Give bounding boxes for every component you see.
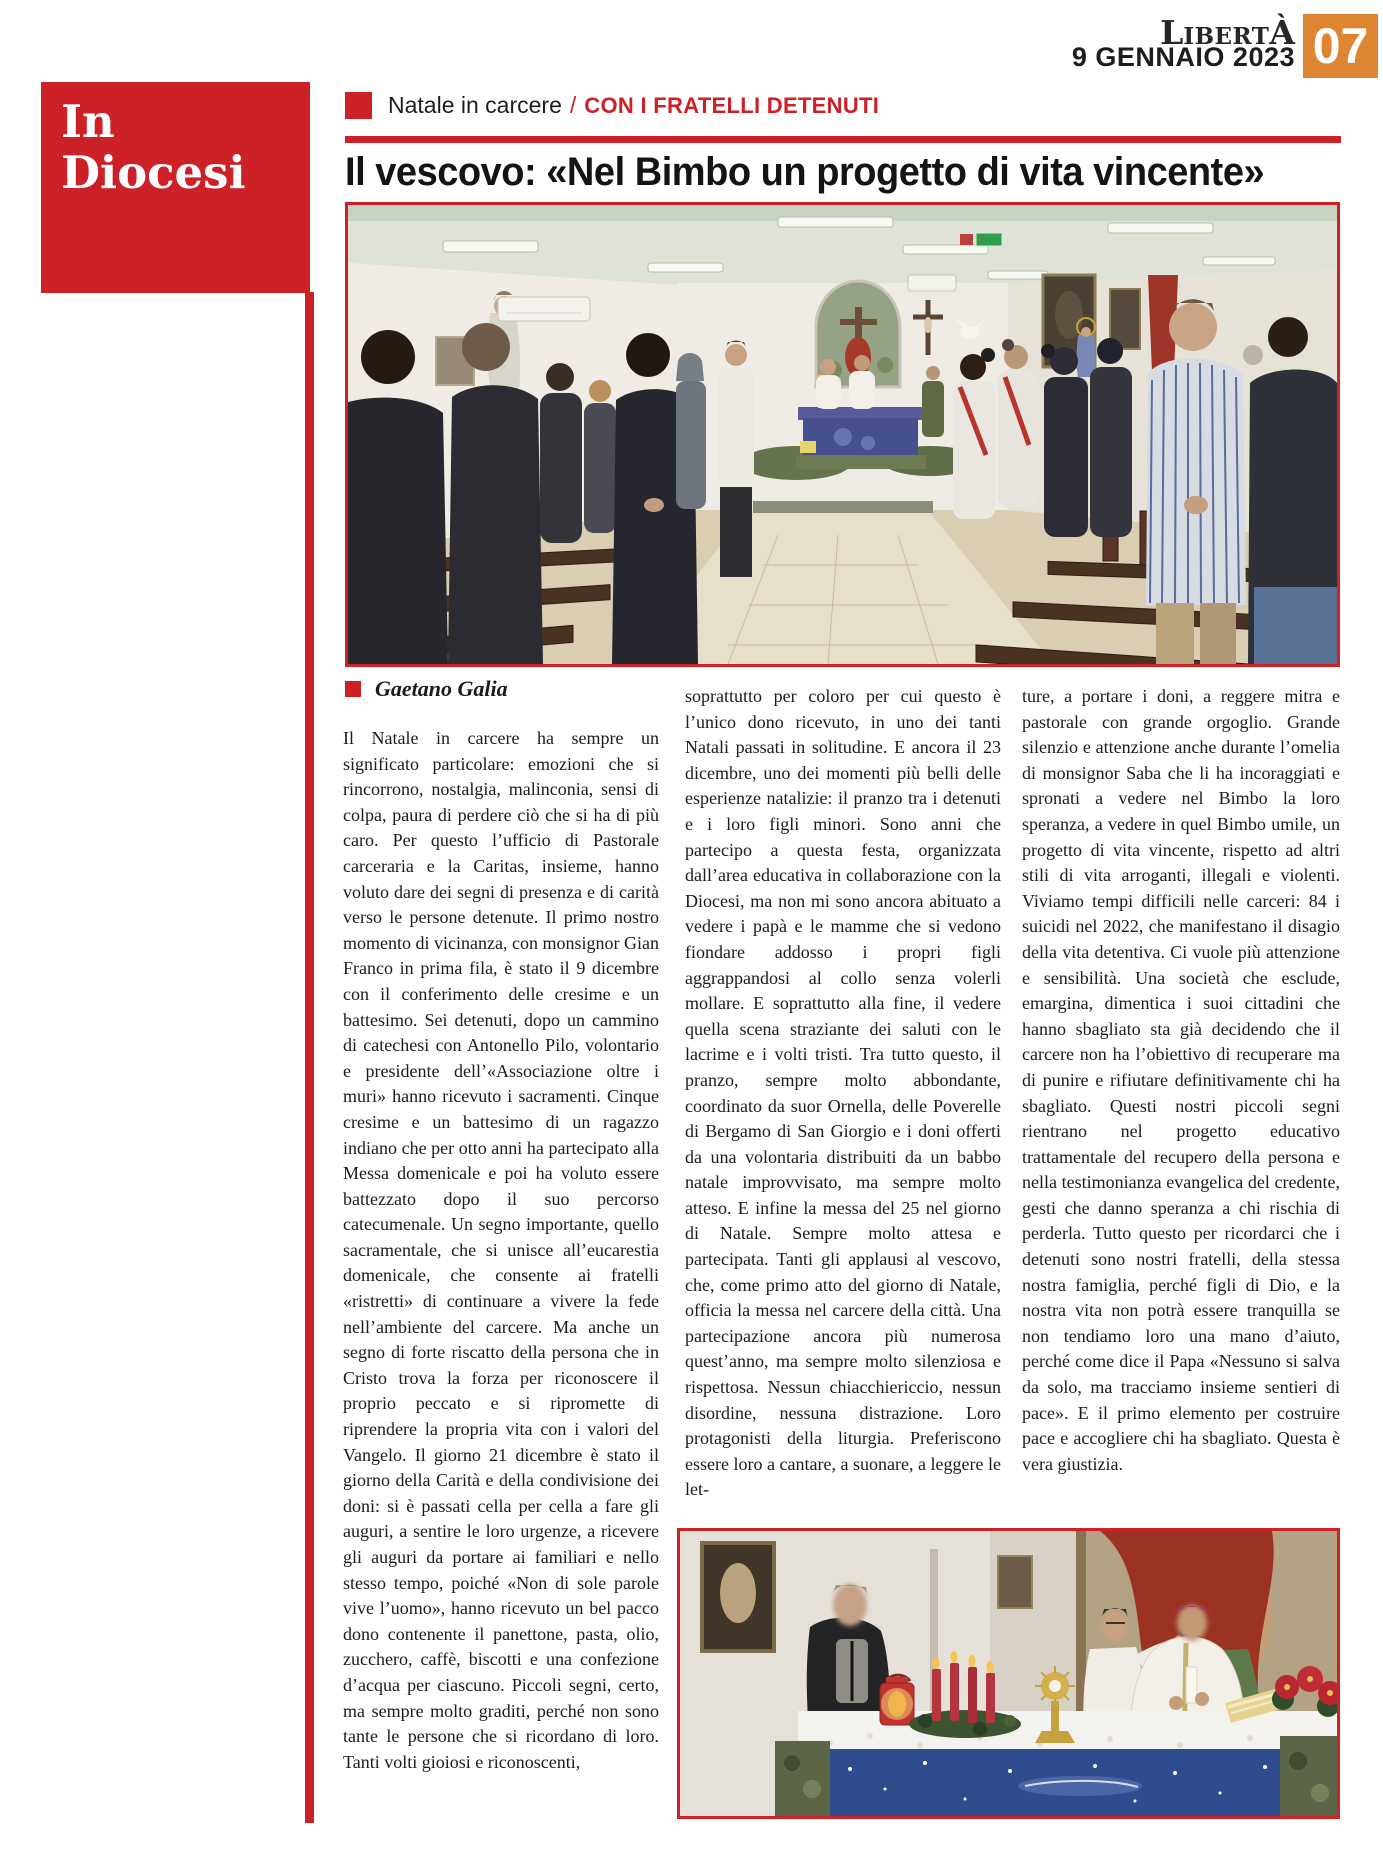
page-number: 07 — [1312, 18, 1369, 74]
altar-mass-illustration — [680, 1531, 1337, 1816]
kicker-rule — [345, 136, 1341, 143]
article-column-2: soprattutto per coloro per cui questo è l’unico dono ricevuto, in uno dei tanti Natali passati in solitudine. E ancora il 23 dicembre, uno dei momenti più belli delle esperienze natalizie: il pranzo tra i detenuti e i loro figli minori. Sono anni che partecipo a questa festa, organizzata dall’area educativa in collaborazione con la Diocesi, ma non mi sono ancora abituato a vedere i papà e le mamme che si vedono fiondare addosso i propri figli aggrappandosi al collo senza volerli mollare. E soprattutto alla fine, il vedere quella scena straziante dei saluti con le lacrime e i volti tristi. Tra tutto questo, il pranzo, sempre molto abbondante, coordinato da suor Ornella, delle Poverelle di Bergamo di San Giorgio e i doni offerti da una volontaria distribuiti da un babbo natale improvvisato, ma sempre molto atteso. E infine la messa del 25 nel giorno di Natale. Sempre molto attesa e partecipata. Tanti gli applausi al vescovo, che, come primo atto del giorno di Natale, officia la messa nel carcere della città. Una partecipazione ancora più numerosa quest’anno, ma sempre molto silenziosa e rispettosa. Nessun chiacchiericcio, nessun disordine, nessuna distrazione. Loro protagonisti della liturgia. Preferiscono essere loro a cantare, a suonare, a leggere le let- — [685, 686, 1001, 1500]
section-label-line-1: In — [61, 95, 115, 148]
kicker-topic: Natale in carcere — [388, 92, 562, 118]
kicker-series: CON I FRATELLI DETENUTI — [584, 92, 880, 118]
red-lantern — [880, 1675, 914, 1725]
article-column-1: Il Natale in carcere ha sempre un significato particolare: emozioni che si rincorrono, nostalgia, malinconia, sensi di colpa, paura di perdere ciò che si ha di più caro. Per questo l’ufficio di Pastorale carceraria e la Caritas, insieme, hanno voluto dare dei segni di presenza e di carità verso le persone detenute. Il primo nostro momento di vicinanza, con monsignor Gian Franco in prima fila, è stato il 9 dicembre con il conferimento delle cresime e un battesimo. Sei detenuti, dopo un cammino di catechesi con Antonello Pilo, volontario e presidente dell’«Associazione oltre i muri» hanno ricevuto i sacramenti. Cinque cresime e un battesimo di un ragazzo indiano che per otto anni ha partecipato alla Messa domenicale e poi ha voluto essere battezzato dopo il suo percorso catecumenale. Un segno importante, quello sacramentale, che si unisce all’eucarestia domenicale, che consente ai fratelli «ristretti» di continuare a vivere la fede nell’ambiente del carcere. Ma anche un segno di forte riscatto della persona che in Cristo trova la forza per riconoscere il proprio peccato e si ripromette di riprendere la propria vita con i valori del Vangelo. Il giorno 21 dicembre è stato il giorno della Carità e della condivisione dei doni: si è passati cella per cella a fare gli auguri, a sentire le loro urgenze, a ricevere gli auguri da portare ai familiari e nello stesso tempo, poiché «Non di sole parole vive l’uomo», hanno ricevuto un bel pacco dono contenente il panettone, pasta, olio, zucchero, caffè, biscotti e una confezione d’acqua per ciascuno. Piccoli segni, certo, ma sempre molto graditi, perché non sono tante le persone che si ricordano di loro. Tanti volti gioiosi e riconoscenti, — [343, 728, 659, 1772]
left-painting — [702, 1543, 774, 1651]
byline-square-marker — [345, 681, 361, 697]
section-box — [41, 82, 310, 293]
bottom-photo-altar-mass — [677, 1528, 1340, 1819]
section-label-line-2: Diocesi — [61, 146, 246, 199]
exit-sign — [960, 233, 1002, 246]
masthead-smallcaps: IBERT — [1183, 23, 1270, 50]
masthead-initial: L — [1160, 13, 1184, 52]
small-painting — [998, 1556, 1032, 1608]
chapel-mass-illustration — [348, 205, 1337, 664]
byline — [345, 676, 508, 702]
masthead-final: À — [1269, 13, 1295, 52]
byline-author: Gaetano Galia — [375, 676, 508, 701]
left-red-rule — [305, 292, 314, 1823]
kicker-square-marker — [345, 92, 372, 119]
article-column-3: ture, a portare i doni, a reggere mitra e pastorale con grande orgoglio. Grande silenzio e attenzione anche durante l’omelia di monsignor Saba che li ha incoraggiati e spronati a vedere nel Bimbo la loro speranza, a vedere in quel Bimbo umile, un progetto di vita vincente, rispetto ad altri stili di vita arroganti, illegali e violenti. Viviamo tempi difficili nelle carceri: 84 i suicidi nel 2022, che manifestano il disagio della vita detentiva. Ci vuole più attenzione e sensibilità. Una società che esclude, emargina, dimentica i suoi cittadini che hanno sbagliato sta già decidendo che il carcere non ha l’obiettivo di recuperare ma di punire e rifiutare definitivamente chi ha sbagliato. Questi nostri piccoli segni rientrano nel progetto educativo trattamentale del recupero della persona e nella testimonianza evangelica del credente, gesti che danno speranza a chi rischia di perderla. Tutto questo per ricordarci che i detenuti sono nostri fratelli, della stessa nostra famiglia, perché figli di Dio, e la nostra vita non potrà essere tranquilla se non tendiamo loro una mano d’aiuto, perché come dice il Papa «Nessuno si salva da solo, ma tracciamo insieme sentieri di pace». E il primo elemento per costruire pace e accogliere chi ha sbagliato. Questa è vera giustizia. — [1022, 686, 1340, 1474]
main-photo-chapel-mass — [345, 202, 1340, 667]
edition-date: 9 GENNAIO 2023 — [1071, 42, 1295, 72]
kicker-separator: / — [569, 92, 577, 118]
kicker — [345, 92, 879, 119]
headline: Il vescovo: «Nel Bimbo un progetto di vita vincente» — [345, 150, 1265, 194]
page-number-box — [1303, 14, 1378, 78]
